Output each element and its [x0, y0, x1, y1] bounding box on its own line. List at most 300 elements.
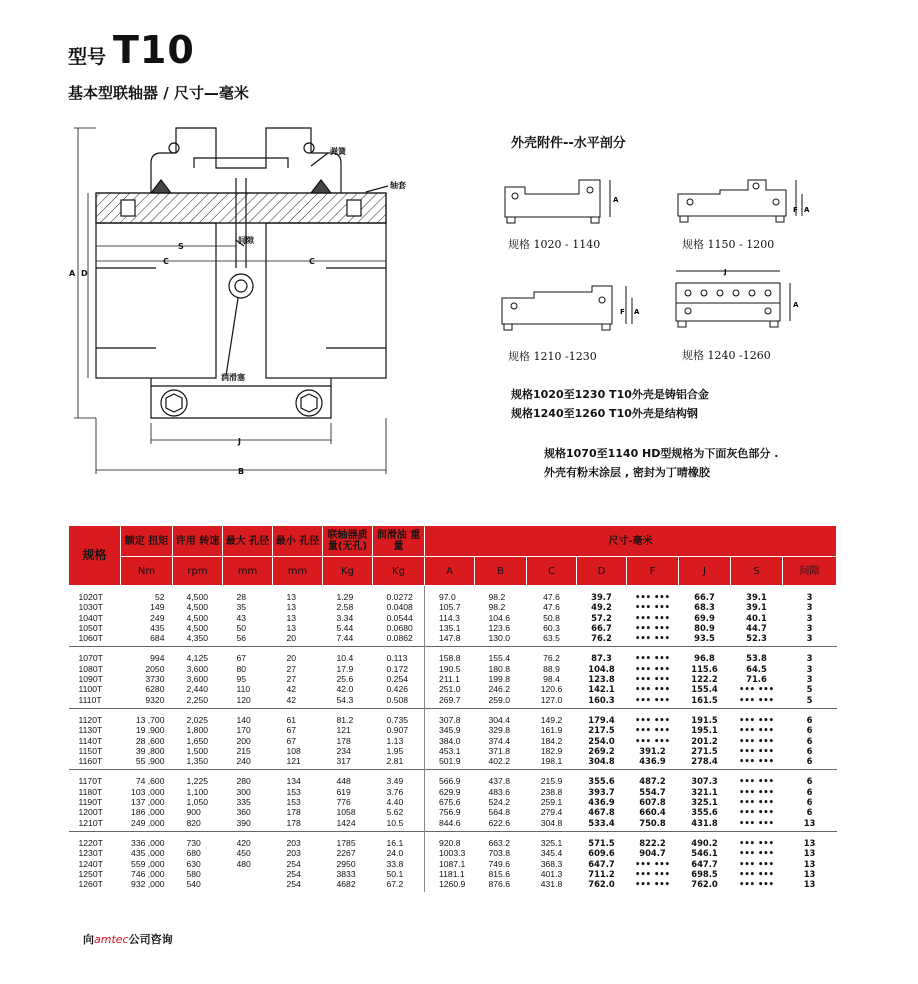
table-row [69, 602, 837, 612]
table-cell: 120 [236, 694, 251, 705]
table-cell: 436.9 [639, 756, 666, 767]
header-spec: 规格 [69, 526, 121, 586]
header-min-bore: 最小 孔径 [273, 526, 323, 557]
title-model: T10 [113, 28, 195, 72]
table-cell: 1080T [78, 663, 103, 674]
table-cell: 776 [336, 797, 351, 808]
table-cell: 453.1 [425, 746, 475, 756]
table-cell: 630 [186, 858, 201, 869]
table-cell: 280 [223, 770, 273, 787]
table-cell: 822.2 [627, 831, 679, 848]
table-cell: 203 [286, 848, 301, 859]
table-row [69, 623, 837, 633]
housing4-j-label: J [724, 268, 727, 276]
table-cell: 55 ,900 [135, 756, 165, 767]
table-cell: 155.4 [475, 647, 527, 664]
table-cell: ••• ••• [738, 879, 775, 890]
table-cell: 844.6 [425, 818, 475, 832]
table-row [69, 647, 837, 664]
table-cell: 195.1 [691, 725, 718, 736]
subtitle: 基本型联轴器 / 尺寸—毫米 [68, 84, 249, 102]
table-cell: 97.0 [425, 586, 475, 603]
table-cell: 483.6 [488, 786, 511, 797]
table-cell: 3 [783, 647, 837, 664]
table-cell: 120.6 [540, 684, 563, 695]
dim-s-label: S [178, 242, 184, 251]
housing-sketch-2 [668, 172, 813, 228]
header-col-j: J [679, 557, 731, 586]
table-cell: 325.1 [691, 797, 718, 808]
table-cell: 746 ,000 [131, 868, 165, 879]
table-cell: 540 [186, 879, 201, 890]
table-cell: ••• ••• [738, 848, 775, 859]
housing-caption-3: 规格 1210 -1230 [508, 350, 597, 363]
table-cell: 161.5 [691, 694, 718, 705]
dim-d-label: D [81, 269, 88, 278]
table-row [69, 725, 837, 735]
table-cell: 27 [286, 663, 297, 674]
table-cell: 35 [236, 602, 247, 613]
table-cell: 546.1 [691, 848, 718, 859]
table-row [69, 770, 837, 787]
dim-c-right-label: C [309, 257, 315, 266]
table-cell: 0.0408 [386, 602, 413, 613]
table-cell: 1181.1 [425, 869, 475, 879]
table-cell: 13 [803, 817, 816, 828]
table-cell: 6 [783, 770, 837, 787]
table-cell: 13 [286, 612, 297, 623]
table-cell: 39.1 [746, 592, 767, 602]
table-cell: 80.9 [694, 622, 715, 633]
table-cell: 178 [286, 807, 301, 818]
table-cell: 1070T [69, 647, 121, 664]
table-row [69, 787, 837, 797]
seal-label: 轴套 [390, 181, 406, 190]
table-cell: 121 [286, 756, 301, 767]
table-cell: 56 [236, 633, 247, 644]
housing-caption-4: 规格 1240 -1260 [682, 349, 771, 362]
table-cell: ••• ••• [634, 725, 671, 736]
table-cell: 215.9 [527, 770, 577, 787]
table-cell: 191.5 [679, 708, 731, 725]
table-cell: ••• ••• [627, 647, 679, 664]
table-cell: 435 ,000 [131, 848, 165, 859]
table-cell: 932 ,000 [131, 879, 165, 890]
table-cell: 391.2 [639, 745, 666, 756]
table-cell: ••• ••• [634, 663, 671, 674]
housing2-a-label: A [804, 206, 810, 214]
table-cell: 609.6 [588, 848, 615, 859]
table-cell: 4682 [336, 879, 356, 890]
table-row [69, 797, 837, 807]
table-cell: 160.3 [588, 694, 615, 705]
table-cell: 448 [323, 770, 373, 787]
table-cell: 559 ,000 [131, 858, 165, 869]
table-cell: 0.907 [386, 725, 409, 736]
table-cell: 4,350 [186, 633, 209, 644]
table-cell: 17.9 [336, 663, 354, 674]
table-cell: 1140T [78, 735, 103, 746]
table-cell: ••• ••• [634, 694, 671, 705]
table-cell: 7.44 [336, 633, 354, 644]
table-cell: 0.113 [373, 647, 425, 664]
table-cell: 1030T [78, 602, 103, 613]
table-cell: 660.4 [639, 807, 666, 818]
table-cell: 524.2 [488, 797, 511, 808]
table-cell: 6 [806, 797, 813, 808]
table-cell: ••• ••• [738, 786, 775, 797]
table-cell: 580 [186, 868, 201, 879]
header-max-bore: 最大 孔径 [223, 526, 273, 557]
table-cell: 130.0 [488, 633, 511, 644]
unit-speed: rpm [173, 557, 223, 586]
table-cell: 96.8 [679, 647, 731, 664]
table-cell: 431.8 [691, 817, 718, 828]
table-cell: ••• ••• [738, 694, 775, 705]
table-cell: 1,225 [173, 770, 223, 787]
table-cell: 39 ,800 [135, 745, 165, 756]
header-lube: 润滑油 重量 [373, 526, 425, 557]
table-cell: 158.8 [425, 647, 475, 664]
table-cell: 249 [150, 612, 165, 623]
table-cell: 2267 [336, 848, 356, 859]
table-cell: 179.4 [577, 708, 627, 725]
table-cell: 390 [236, 817, 251, 828]
table-cell: 904.7 [639, 848, 666, 859]
dim-b-label: B [238, 467, 245, 476]
table-cell: 121 [336, 725, 351, 736]
header-weight: 联轴器质 量(无孔) [323, 526, 373, 557]
table-cell: 50 [236, 622, 247, 633]
table-cell: 756.9 [425, 807, 475, 817]
table-cell: ••• ••• [738, 745, 775, 756]
table-row [69, 818, 837, 832]
table-cell: 566.9 [425, 770, 475, 787]
table-cell: 249 ,000 [131, 817, 165, 828]
table-cell: 67 [286, 735, 297, 746]
table-cell: 13 [803, 848, 816, 859]
table-cell: 42.0 [336, 684, 354, 695]
table-cell: 60.3 [543, 622, 560, 633]
table-cell: 28 ,600 [135, 735, 165, 746]
table-cell: 49.2 [591, 602, 612, 613]
table-cell: 490.2 [679, 831, 731, 848]
table-cell: 108 [286, 745, 301, 756]
table-cell: 762.0 [691, 879, 718, 890]
table-cell: 355.6 [577, 770, 627, 787]
table-cell: 68.3 [694, 602, 715, 613]
table-cell: 40.1 [746, 612, 767, 623]
table-cell: 420 [223, 831, 273, 848]
table-cell: 3.34 [336, 612, 354, 623]
table-cell: 149 [150, 602, 165, 613]
table-cell: 5.62 [386, 807, 404, 818]
table-cell: 6280 [145, 684, 165, 695]
table-cell: 571.5 [577, 831, 627, 848]
table-cell: 437.8 [475, 770, 527, 787]
table-cell: 153 [286, 797, 301, 808]
table-cell: 1087.1 [425, 859, 475, 869]
table-cell: 76.2 [527, 647, 577, 664]
table-cell: 93.5 [694, 633, 715, 644]
note-aluminium: 规格1020至1230 T10外壳是铸铝合金 [511, 388, 709, 401]
table-row [69, 756, 837, 770]
table-cell: ••• ••• [738, 858, 775, 869]
table-cell: 67 [286, 725, 297, 736]
table-cell: 16.1 [373, 831, 425, 848]
table-cell: 5 [806, 684, 813, 695]
table-cell: 3 [806, 633, 813, 644]
table-cell: 1110T [78, 694, 102, 705]
table-cell: 115.6 [691, 663, 718, 674]
table-cell: 1003.3 [425, 848, 475, 858]
table-cell: ••• ••• [738, 684, 775, 695]
table-cell: 215 [236, 745, 251, 756]
table-cell: 47.6 [543, 602, 560, 613]
table-cell: 329.8 [488, 725, 511, 736]
table-cell: 619 [336, 786, 351, 797]
housing-caption-2: 规格 1150 - 1200 [682, 238, 775, 251]
table-cell: 480 [236, 858, 251, 869]
header-speed: 许用 转速 [173, 526, 223, 557]
header-col-c: C [527, 557, 577, 586]
housing3-a-label: A [634, 308, 640, 316]
housing-sketch-3 [494, 280, 644, 336]
table-cell: 703.8 [488, 848, 511, 859]
table-cell: 1230T [78, 848, 103, 859]
table-row [69, 831, 837, 848]
unit-torque: Nm [121, 557, 173, 586]
table-cell: 13 [803, 868, 816, 879]
table-cell: ••• ••• [627, 708, 679, 725]
table-cell: 127.0 [540, 694, 563, 705]
table-cell: 44.7 [746, 622, 767, 633]
table-cell: 13 [783, 831, 837, 848]
table-cell: 564.8 [488, 807, 511, 818]
table-cell: 19 ,900 [135, 725, 165, 736]
table-cell: 3 [806, 674, 813, 685]
table-cell: 259.0 [488, 694, 511, 705]
table-cell: 71.6 [746, 674, 767, 685]
table-cell: 401.3 [540, 868, 563, 879]
table-cell: 98.4 [543, 674, 560, 685]
table-cell: 198.1 [540, 756, 563, 767]
table-cell: 50.1 [386, 868, 404, 879]
table-cell: 647.7 [691, 858, 718, 869]
table-cell: 74 ,600 [121, 770, 173, 787]
table-cell: 1240T [78, 858, 103, 869]
table-cell: 13 [286, 622, 297, 633]
table-cell: ••• ••• [634, 868, 671, 879]
table-cell: ••• ••• [738, 797, 775, 808]
table-cell: 1,650 [186, 735, 209, 746]
table-cell: 42 [286, 684, 297, 695]
table-cell: 607.8 [639, 797, 666, 808]
gap-label: 间隙 [238, 236, 254, 245]
table-cell: ••• ••• [634, 674, 671, 685]
table-cell: 269.2 [588, 745, 615, 756]
table-row [69, 807, 837, 817]
table-cell: 184.2 [540, 735, 563, 746]
table-cell: 254 [286, 868, 301, 879]
table-cell: 2.58 [336, 602, 354, 613]
table-cell: 271.5 [691, 745, 718, 756]
table-cell: 190.5 [425, 664, 475, 674]
header-col-d: D [577, 557, 627, 586]
table-cell: 0.0544 [386, 612, 413, 623]
table-cell: 134 [273, 770, 323, 787]
table-cell: 67.2 [386, 879, 404, 890]
housing-title: 外壳附件--水平剖分 [511, 136, 626, 151]
footer [83, 931, 173, 947]
table-cell: 259.1 [540, 797, 563, 808]
table-row [69, 746, 837, 756]
table-cell: 371.8 [488, 745, 511, 756]
table-cell: 1.29 [336, 592, 354, 602]
table-cell: 28 [236, 592, 247, 602]
table-cell: 6 [806, 735, 813, 746]
table-cell: 105.7 [425, 602, 475, 612]
table-cell: 9320 [145, 694, 165, 705]
table-row [69, 869, 837, 879]
table-cell: 13 [803, 879, 816, 890]
footer-suffix: 公司咨询 [128, 933, 173, 946]
table-cell: 920.8 [425, 831, 475, 848]
table-cell: 1,350 [186, 756, 209, 767]
table-cell: 170 [236, 725, 251, 736]
table-cell: 251.0 [425, 684, 475, 694]
table-cell: 81.2 [323, 708, 373, 725]
header-col-a: A [425, 557, 475, 586]
table-cell: 876.6 [488, 879, 511, 890]
table-cell: 622.6 [488, 817, 511, 828]
table-cell: 246.2 [488, 684, 511, 695]
table-cell: 13 [286, 602, 297, 613]
title-prefix: 型号 [68, 46, 107, 68]
table-cell: 201.2 [691, 735, 718, 746]
table-cell: 820 [186, 817, 201, 828]
table-cell: 240 [236, 756, 251, 767]
table-cell: 335 [236, 797, 251, 808]
table-cell: 3 [806, 663, 813, 674]
table-cell: 178 [336, 735, 351, 746]
table-cell: 238.8 [540, 786, 563, 797]
table-cell: 254 [286, 879, 301, 890]
table-cell: 98.2 [488, 602, 506, 613]
table-cell: 3,600 [186, 674, 209, 685]
table-cell: 0.735 [373, 708, 425, 725]
table-cell: 6 [783, 708, 837, 725]
spring-label: 弹簧 [330, 147, 346, 156]
table-cell: 153 [286, 786, 301, 797]
table-cell: 1,100 [186, 786, 209, 797]
table-cell: 2,025 [173, 708, 223, 725]
table-cell: 360 [236, 807, 251, 818]
table-cell: 6 [806, 807, 813, 818]
spec-table [68, 525, 837, 892]
header-dims: 尺寸-毫米 [425, 526, 837, 557]
table-cell: 1020T [78, 592, 103, 602]
table-cell: 436.9 [588, 797, 615, 808]
table-cell: 501.9 [425, 756, 475, 770]
dim-j-label: J [238, 437, 241, 446]
table-cell: 88.9 [543, 663, 560, 674]
table-cell: 0.426 [386, 684, 409, 695]
table-cell: 304.8 [588, 756, 615, 767]
table-cell: 684 [150, 633, 165, 644]
table-cell: ••• ••• [634, 858, 671, 869]
table-cell: 39.7 [591, 592, 612, 602]
table-cell: 2950 [336, 858, 356, 869]
table-cell: 182.9 [540, 745, 563, 756]
header-gap: 间隙 [783, 557, 837, 586]
footer-brand: amtec [94, 933, 129, 946]
table-cell: 6 [806, 745, 813, 756]
table-cell: 110 [236, 684, 251, 695]
table-cell: 2050 [145, 663, 165, 674]
table-cell: ••• ••• [731, 770, 783, 787]
table-cell: 4,500 [186, 622, 209, 633]
table-row [69, 613, 837, 623]
table-cell: 750.8 [639, 817, 666, 828]
table-row [69, 708, 837, 725]
table-cell: 431.8 [540, 879, 563, 890]
table-cell: 123.6 [488, 622, 511, 633]
table-cell: 6 [806, 725, 813, 736]
table-cell: 345.9 [425, 725, 475, 735]
table-cell: 1130T [78, 725, 103, 736]
unit-weight: Kg [323, 557, 373, 586]
table-cell: 336 ,000 [121, 831, 173, 848]
table-cell: 0.0862 [386, 633, 413, 644]
housing-sketch-1 [497, 172, 627, 228]
table-cell: 0.0680 [386, 622, 413, 633]
table-cell: 1120T [69, 708, 121, 725]
housing4-a-label: A [793, 301, 799, 309]
table-cell: 304.4 [475, 708, 527, 725]
housing1-a-label: A [613, 196, 619, 204]
table-cell: 61 [273, 708, 323, 725]
table-cell: 1180T [78, 786, 103, 797]
table-cell: 69.9 [694, 612, 715, 623]
table-cell: 149.2 [527, 708, 577, 725]
table-cell: 730 [173, 831, 223, 848]
table-cell: 178 [286, 817, 301, 828]
table-cell: 3 [806, 602, 813, 613]
table-cell: 57.2 [591, 612, 612, 623]
table-cell: 1040T [78, 612, 103, 623]
table-cell: 663.2 [475, 831, 527, 848]
table-row [69, 633, 837, 647]
table-cell: 450 [236, 848, 251, 859]
table-cell: 87.3 [577, 647, 627, 664]
note-hd: 规格1070至1140 HD型规格为下面灰色部分 . [544, 447, 779, 460]
table-cell: 1210T [78, 817, 103, 828]
table-cell: 13 [803, 858, 816, 869]
note-coating: 外壳有粉末涂层 , 密封为丁晴橡胶 [544, 466, 710, 479]
table-cell: ••• ••• [634, 622, 671, 633]
table-cell: 137 ,000 [131, 797, 165, 808]
housing-caption-1: 规格 1020 - 1140 [508, 238, 601, 251]
table-cell: 4,500 [186, 612, 209, 623]
table-cell: 24.0 [386, 848, 404, 859]
table-cell: ••• ••• [634, 684, 671, 695]
table-cell: 3 [806, 622, 813, 633]
table-cell: 355.6 [691, 807, 718, 818]
table-cell: 698.5 [691, 868, 718, 879]
table-cell: ••• ••• [738, 868, 775, 879]
housing2-f-label: F [793, 206, 798, 214]
